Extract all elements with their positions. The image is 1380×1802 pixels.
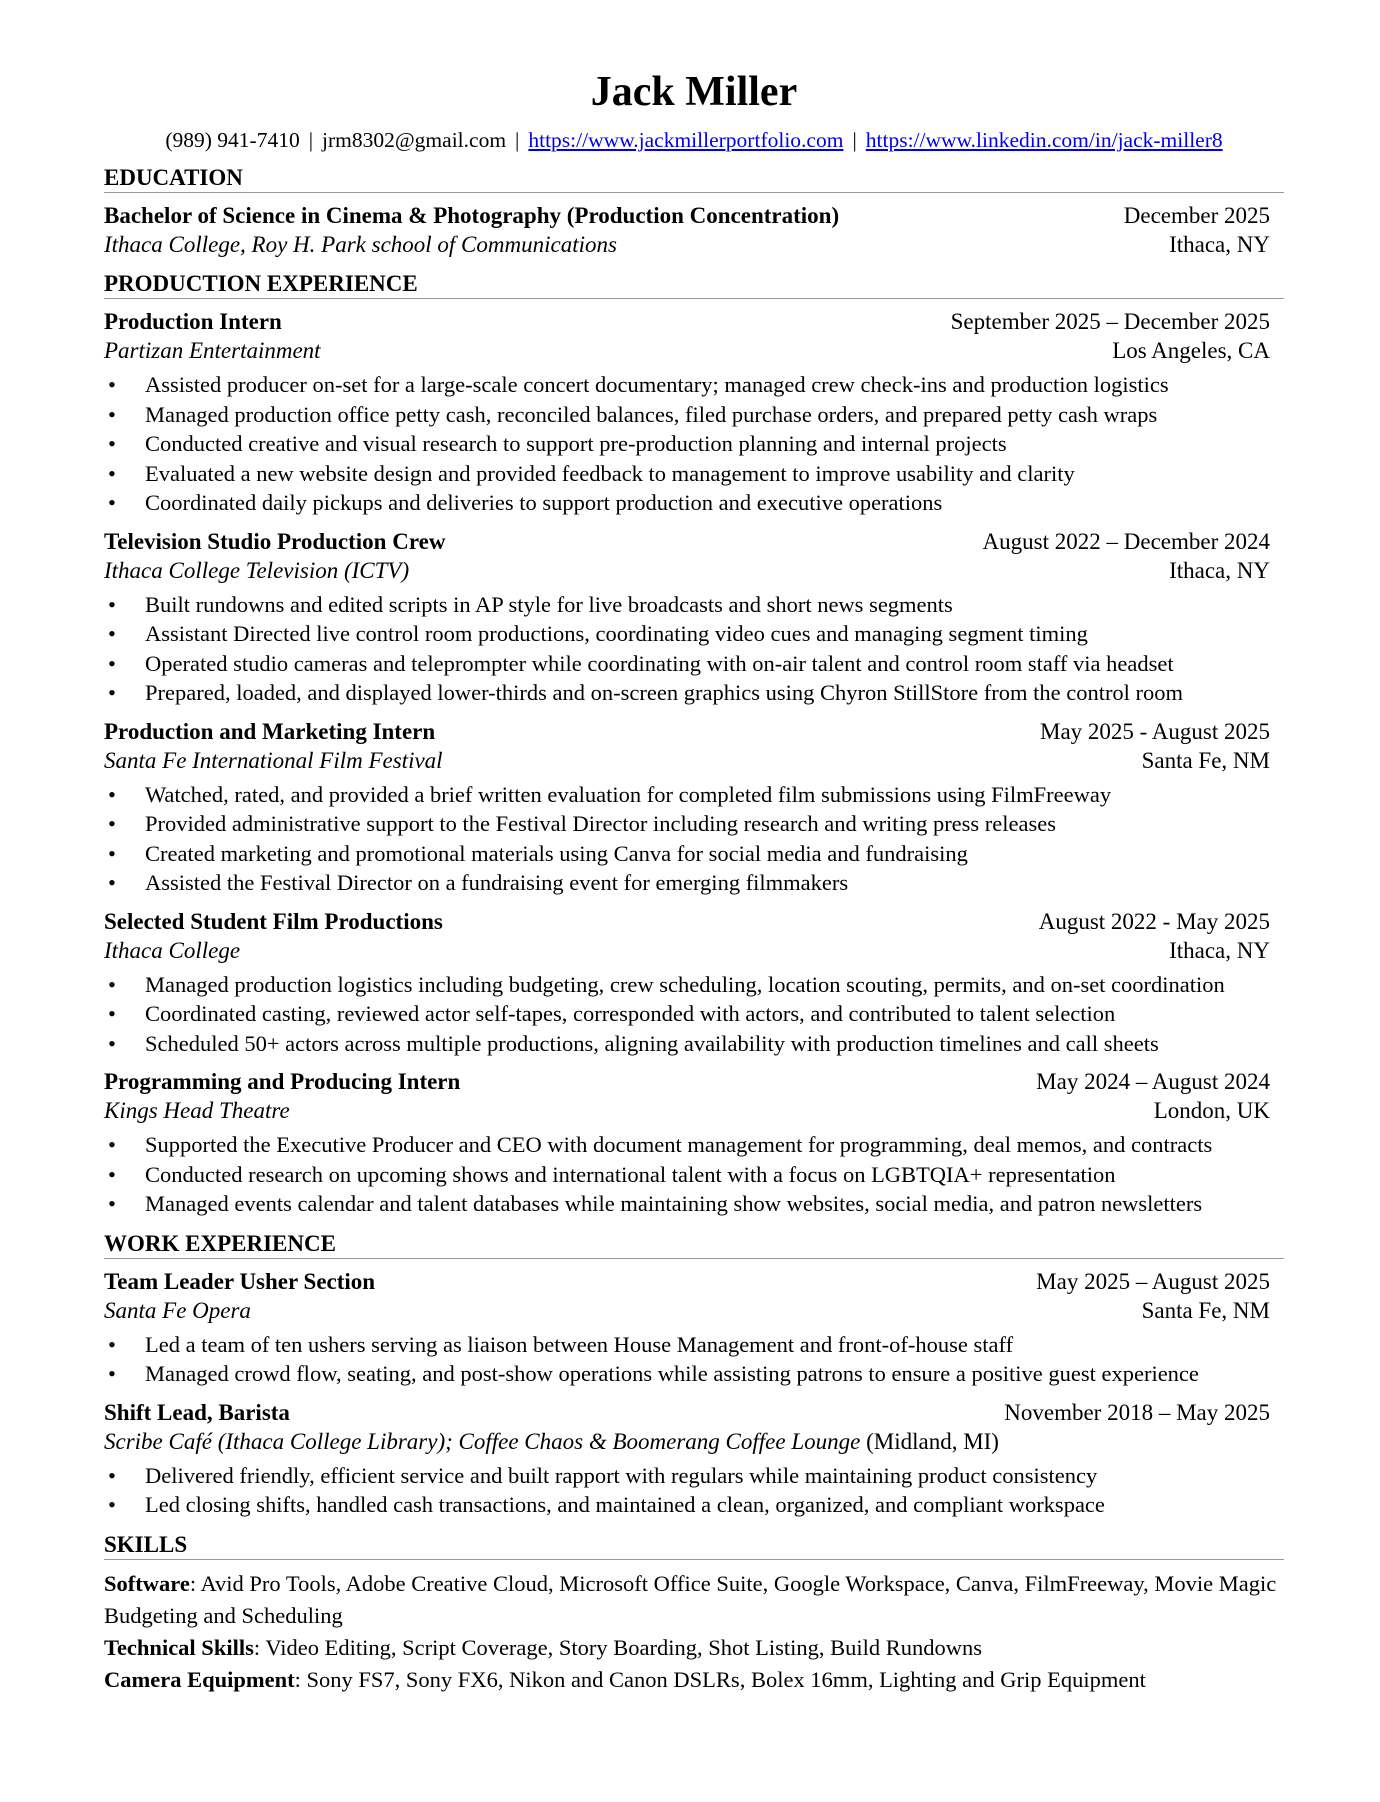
bullet-icon: • bbox=[108, 490, 116, 515]
resume-name: Jack Miller bbox=[590, 69, 798, 115]
job-bullet bbox=[104, 488, 1284, 518]
skill-line bbox=[104, 1632, 1284, 1664]
email-address: jrm8302@gmail.com bbox=[322, 128, 507, 152]
job-date: May 2025 – August 2025 bbox=[1036, 1268, 1270, 1294]
linkedin-link[interactable]: https://www.linkedin.com/in/jack-miller8 bbox=[865, 128, 1223, 152]
job-header-row bbox=[104, 907, 1284, 936]
job-entry bbox=[104, 307, 1284, 518]
job-header-row bbox=[104, 1067, 1284, 1096]
bullet-icon: • bbox=[108, 680, 116, 705]
bullet-text: Built rundowns and edited scripts in AP style for live broadcasts and short news segments bbox=[145, 591, 953, 617]
job-org: Ithaca College Television (ICTV) bbox=[104, 557, 410, 583]
bullet-icon: • bbox=[108, 870, 116, 895]
bullet-text: Conducted creative and visual research to support pre-production planning and internal projects bbox=[145, 431, 1007, 456]
job-org-wrapper bbox=[104, 746, 443, 775]
job-org-wrapper bbox=[104, 936, 240, 965]
bullet-text: Managed production logistics including budgeting, crew scheduling, location scouting, permits, and on-set coordination bbox=[145, 971, 1225, 997]
bullet-text: Scheduled 50+ actors across multiple productions, aligning availability with production timelines and call sheets bbox=[145, 1030, 1159, 1056]
section-title-production: PRODUCTION EXPERIENCE bbox=[104, 270, 1284, 299]
job-org: Santa Fe International Film Festival bbox=[104, 747, 443, 773]
bullet-icon: • bbox=[108, 1462, 116, 1488]
bullet-text: Conducted research on upcoming shows and international talent with a focus on LGBTQIA+ representation bbox=[145, 1161, 1116, 1187]
job-org: Kings Head Theatre bbox=[104, 1098, 290, 1123]
job-bullet-list bbox=[104, 1130, 1284, 1219]
bullet-text: Coordinated daily pickups and deliveries to support production and executive operations bbox=[145, 490, 943, 515]
job-bullet-list bbox=[104, 970, 1284, 1059]
job-org-row bbox=[104, 936, 1284, 965]
job-bullet bbox=[104, 619, 1284, 649]
job-location: Ithaca, NY bbox=[1169, 557, 1270, 583]
job-location: Santa Fe, NM bbox=[1141, 1297, 1270, 1323]
job-header-row bbox=[104, 717, 1284, 746]
bullet-text: Coordinated casting, reviewed actor self-tapes, corresponded with actors, and contributed to talent selection bbox=[145, 1001, 1116, 1026]
production-jobs-list bbox=[104, 307, 1284, 1219]
job-bullet bbox=[104, 370, 1284, 400]
job-entry bbox=[104, 907, 1284, 1059]
bullet-icon: • bbox=[108, 591, 116, 617]
job-entry bbox=[104, 717, 1284, 898]
bullet-icon: • bbox=[108, 781, 116, 807]
job-bullet-list bbox=[104, 1461, 1284, 1520]
job-org-wrapper bbox=[104, 1427, 999, 1456]
bullet-icon: • bbox=[108, 621, 116, 646]
job-org: Santa Fe Opera bbox=[104, 1297, 251, 1323]
job-role: Selected Student Film Productions bbox=[104, 908, 443, 934]
school-name: Ithaca College, Roy H. Park school of Communications bbox=[104, 232, 617, 257]
job-org-row bbox=[104, 1296, 1284, 1325]
job-bullet bbox=[104, 1490, 1284, 1520]
production-experience-section bbox=[104, 270, 1284, 1219]
bullet-text: Watched, rated, and provided a brief written evaluation for completed film submissions using FilmFreeway bbox=[145, 781, 1112, 807]
job-bullet-list bbox=[104, 780, 1284, 898]
job-org-row bbox=[104, 1096, 1284, 1125]
skill-line bbox=[104, 1568, 1284, 1632]
bullet-icon: • bbox=[108, 1331, 116, 1357]
bullet-text: Assistant Directed live control room productions, coordinating video cues and managing segment timing bbox=[145, 621, 1088, 646]
bullet-icon: • bbox=[108, 431, 116, 456]
phone-number: (989) 941-7410 bbox=[165, 128, 300, 152]
job-bullet bbox=[104, 400, 1284, 430]
bullet-text: Supported the Executive Producer and CEO with document management for programming, deal memos, and contracts bbox=[145, 1132, 1213, 1157]
job-org-wrapper bbox=[104, 1296, 251, 1325]
job-bullet bbox=[104, 429, 1284, 459]
skills-list bbox=[104, 1568, 1284, 1696]
job-bullet-list bbox=[104, 590, 1284, 708]
separator: | bbox=[308, 128, 314, 152]
bullet-text: Operated studio cameras and teleprompter while coordinating with on-air talent and control room staff via headset bbox=[145, 650, 1174, 676]
work-jobs-list bbox=[104, 1267, 1284, 1520]
bullet-icon: • bbox=[108, 1161, 116, 1187]
job-bullet bbox=[104, 839, 1284, 869]
bullet-text: Assisted producer on-set for a large-scale concert documentary; managed crew check-ins and production logistics bbox=[145, 372, 1169, 397]
job-bullet bbox=[104, 678, 1284, 708]
job-entry bbox=[104, 1267, 1284, 1389]
job-date: August 2022 – December 2024 bbox=[982, 528, 1270, 554]
job-org-row bbox=[104, 556, 1284, 585]
skill-value: : Video Editing, Script Coverage, Story Boarding, Shot Listing, Build Rundowns bbox=[253, 1634, 983, 1660]
job-bullet bbox=[104, 1029, 1284, 1059]
job-header-row bbox=[104, 527, 1284, 556]
bullet-icon: • bbox=[108, 1492, 116, 1517]
job-org: Partizan Entertainment bbox=[104, 338, 321, 363]
bullet-icon: • bbox=[108, 971, 116, 997]
bullet-icon: • bbox=[108, 650, 116, 676]
section-title-education: EDUCATION bbox=[104, 164, 1284, 193]
bullet-icon: • bbox=[108, 1191, 116, 1216]
bullet-icon: • bbox=[108, 1030, 116, 1056]
job-header-row bbox=[104, 1398, 1284, 1427]
bullet-text: Managed crowd flow, seating, and post-show operations while assisting patrons to ensure a positive guest experience bbox=[145, 1361, 1199, 1386]
bullet-text: Led a team of ten ushers serving as liaison between House Management and front-of-house staff bbox=[145, 1331, 1014, 1357]
job-bullet bbox=[104, 1130, 1284, 1160]
job-org: Scribe Café (Ithaca College Library); Coffee Chaos & Boomerang Coffee Lounge bbox=[104, 1428, 861, 1454]
job-org-row bbox=[104, 336, 1284, 365]
job-date: May 2025 - August 2025 bbox=[1040, 718, 1270, 744]
bullet-text: Evaluated a new website design and provided feedback to management to improve usability and clarity bbox=[145, 460, 1075, 486]
degree-title: Bachelor of Science in Cinema & Photography (Production Concentration) bbox=[104, 203, 840, 228]
section-title-work: WORK EXPERIENCE bbox=[104, 1230, 1284, 1259]
job-bullet bbox=[104, 1330, 1284, 1360]
school-location: Ithaca, NY bbox=[1169, 232, 1270, 257]
job-location: London, UK bbox=[1153, 1098, 1270, 1123]
separator: | bbox=[515, 128, 520, 152]
bullet-text: Created marketing and promotional materials using Canva for social media and fundraising bbox=[145, 840, 968, 866]
bullet-icon: • bbox=[108, 1132, 116, 1157]
skill-value: : Avid Pro Tools, Adobe Creative Cloud, Microsoft Office Suite, Google Workspace, Canva, FilmFreeway, Movie Magic Budgeting and Scheduling bbox=[104, 1570, 1277, 1628]
job-bullet bbox=[104, 649, 1284, 679]
job-date: May 2024 – August 2024 bbox=[1036, 1069, 1270, 1094]
job-bullet bbox=[104, 1189, 1284, 1219]
job-role: Production and Marketing Intern bbox=[104, 718, 436, 744]
job-bullet bbox=[104, 970, 1284, 1000]
job-bullet-list bbox=[104, 1330, 1284, 1389]
job-date: August 2022 - May 2025 bbox=[1038, 908, 1270, 934]
skill-line bbox=[104, 1664, 1284, 1696]
job-org-wrapper bbox=[104, 556, 409, 585]
job-bullet bbox=[104, 868, 1284, 898]
job-role: Programming and Producing Intern bbox=[104, 1069, 461, 1094]
job-bullet bbox=[104, 809, 1284, 839]
skills-section bbox=[104, 1531, 1284, 1696]
job-location: Santa Fe, NM bbox=[1141, 747, 1270, 773]
education-entry bbox=[104, 201, 1284, 259]
job-bullet bbox=[104, 1461, 1284, 1491]
education-section bbox=[104, 164, 1284, 259]
bullet-icon: • bbox=[108, 401, 116, 427]
portfolio-link[interactable]: https://www.jackmillerportfolio.com bbox=[528, 128, 844, 152]
skill-label: Software bbox=[104, 1570, 190, 1596]
job-bullet bbox=[104, 1359, 1284, 1389]
separator: | bbox=[852, 128, 857, 152]
job-bullet bbox=[104, 459, 1284, 489]
job-entry bbox=[104, 527, 1284, 708]
skill-value: : Sony FS7, Sony FX6, Nikon and Canon DSLRs, Bolex 16mm, Lighting and Grip Equipment bbox=[294, 1666, 1146, 1692]
job-bullet bbox=[104, 780, 1284, 810]
bullet-icon: • bbox=[108, 811, 116, 836]
job-role: Television Studio Production Crew bbox=[104, 528, 446, 554]
bullet-icon: • bbox=[108, 372, 116, 397]
work-experience-section bbox=[104, 1230, 1284, 1520]
job-role: Shift Lead, Barista bbox=[104, 1399, 290, 1425]
job-bullet bbox=[104, 999, 1284, 1029]
job-date: September 2025 – December 2025 bbox=[950, 309, 1270, 334]
skill-label: Technical Skills bbox=[104, 1634, 254, 1660]
bullet-text: Managed production office petty cash, reconciled balances, filed purchase orders, and prepared petty cash wraps bbox=[145, 401, 1158, 427]
bullet-icon: • bbox=[108, 1361, 116, 1386]
job-date: November 2018 – May 2025 bbox=[1004, 1399, 1270, 1425]
job-bullet bbox=[104, 1160, 1284, 1190]
job-role: Production Intern bbox=[104, 309, 282, 334]
job-org-row bbox=[104, 1427, 1284, 1456]
bullet-text: Managed events calendar and talent databases while maintaining show websites, social media, and patron newsletters bbox=[145, 1191, 1203, 1216]
bullet-text: Provided administrative support to the Festival Director including research and writing press releases bbox=[145, 811, 1057, 836]
job-org-wrapper bbox=[104, 1096, 290, 1125]
job-role: Team Leader Usher Section bbox=[104, 1268, 376, 1294]
job-org-suffix: (Midland, MI) bbox=[860, 1428, 999, 1454]
job-entry bbox=[104, 1067, 1284, 1219]
bullet-text: Delivered friendly, efficient service and built rapport with regulars while maintaining product consistency bbox=[145, 1462, 1098, 1488]
section-title-skills: SKILLS bbox=[104, 1531, 1284, 1560]
job-entry bbox=[104, 1398, 1284, 1520]
job-location: Los Angeles, CA bbox=[1112, 338, 1270, 363]
bullet-text: Assisted the Festival Director on a fundraising event for emerging filmmakers bbox=[145, 870, 849, 895]
job-bullet-list bbox=[104, 370, 1284, 518]
bullet-icon: • bbox=[108, 460, 116, 486]
skill-label: Camera Equipment bbox=[104, 1666, 295, 1692]
contact-line bbox=[104, 126, 1284, 154]
job-header-row bbox=[104, 307, 1284, 336]
job-location: Ithaca, NY bbox=[1169, 937, 1270, 963]
bullet-icon: • bbox=[108, 840, 116, 866]
job-org-row bbox=[104, 746, 1284, 775]
bullet-text: Prepared, loaded, and displayed lower-thirds and on-screen graphics using Chyron StillStore from the control room bbox=[145, 680, 1184, 705]
job-org: Ithaca College bbox=[104, 937, 241, 963]
job-header-row bbox=[104, 1267, 1284, 1296]
bullet-icon: • bbox=[108, 1001, 116, 1026]
degree-date: December 2025 bbox=[1123, 203, 1270, 228]
bullet-text: Led closing shifts, handled cash transactions, and maintained a clean, organized, and compliant workspace bbox=[145, 1492, 1105, 1517]
job-bullet bbox=[104, 590, 1284, 620]
job-org-wrapper bbox=[104, 336, 321, 365]
